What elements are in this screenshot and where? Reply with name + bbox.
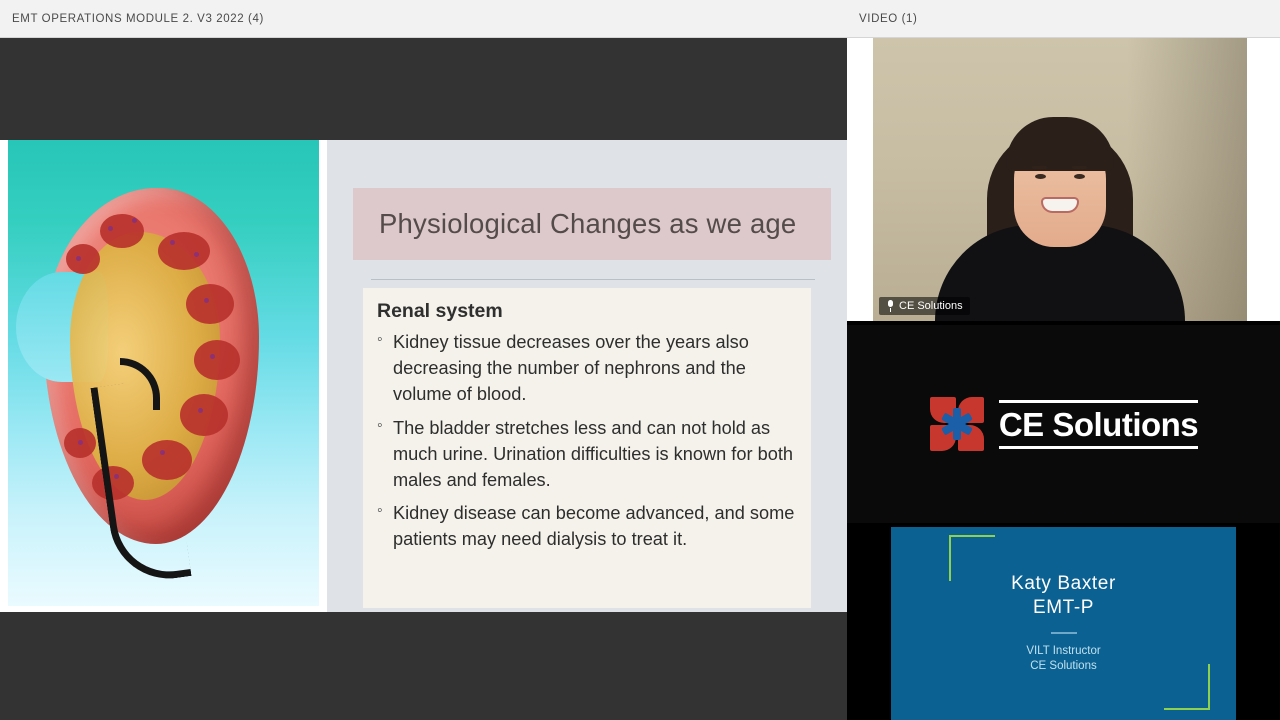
slide-title: Physiological Changes as we age — [379, 208, 797, 239]
slide-bullet: ◦ The bladder stretches less and can not hold as much urine. Urination difficulties is known for both males and females. — [377, 415, 797, 494]
logo-wordmark-block — [999, 396, 1198, 453]
instructor-role: VILT Instructor — [1026, 644, 1101, 657]
logo-rule-bottom — [999, 446, 1198, 449]
instructor-card — [891, 527, 1236, 720]
participant-name: CE Solutions — [899, 300, 963, 312]
microphone-icon — [886, 300, 894, 312]
instructor-credential: EMT-P — [1032, 596, 1095, 618]
participant-nametag — [879, 297, 970, 315]
webcam-tile[interactable] — [847, 38, 1280, 321]
video-panel — [847, 0, 1280, 720]
kidney-anatomy-icon — [8, 140, 319, 606]
slide-image-container — [0, 140, 327, 612]
webcam-video[interactable] — [873, 38, 1247, 321]
slide-panel-title: EMT OPERATIONS MODULE 2. V3 2022 (4) — [12, 12, 264, 25]
brand-logo — [929, 396, 1198, 453]
presentation-slide — [0, 140, 847, 612]
slide-section-heading: Renal system — [377, 300, 503, 322]
card-divider — [1051, 632, 1077, 634]
logo-wordmark: CE Solutions — [998, 405, 1199, 443]
slide-panel-header — [0, 0, 847, 38]
instructor-organization: CE Solutions — [1030, 660, 1097, 673]
slide-bullet-list — [377, 329, 797, 553]
video-panel-title: VIDEO (1) — [859, 12, 918, 25]
maltese-cross-star-of-life-icon — [929, 396, 985, 452]
logo-tile[interactable] — [847, 325, 1280, 523]
slide-title-divider — [371, 279, 815, 280]
instructor-card-text — [891, 527, 1236, 720]
slide-bullet: ◦ Kidney disease can become advanced, and some patients may need dialysis to treat it. — [377, 500, 797, 552]
slide-stage[interactable] — [0, 38, 847, 720]
slide-text-container — [327, 140, 847, 612]
presenter-figure — [930, 131, 1190, 321]
slide-body-card — [363, 288, 811, 608]
slide-bullet: ◦ Kidney tissue decreases over the years also decreasing the number of nephrons and the volume of blood. — [377, 329, 797, 408]
video-panel-header — [847, 0, 1280, 38]
instructor-card-tile[interactable] — [847, 527, 1280, 720]
instructor-name: Katy Baxter — [1011, 573, 1116, 595]
